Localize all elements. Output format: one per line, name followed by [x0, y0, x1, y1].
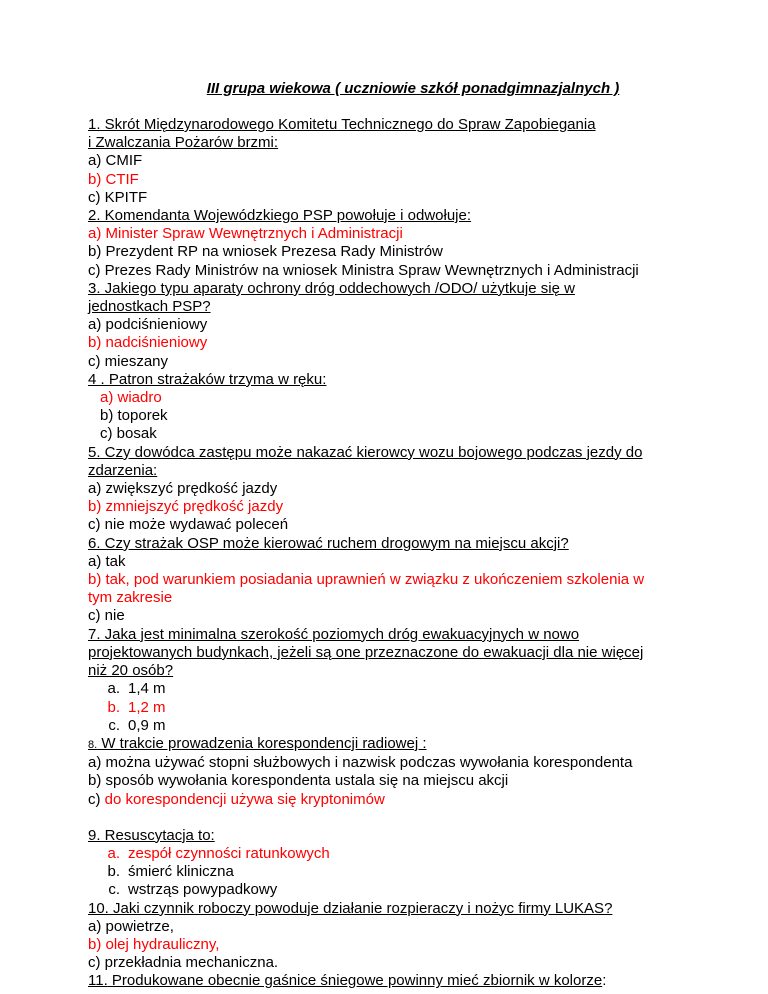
answer-a: a) można używać stopni służbowych i nazwisk podczas wywołania korespondenta — [88, 754, 633, 772]
answer-c — [88, 881, 738, 899]
answer-a: a) tak — [88, 552, 126, 570]
list-marker: b. — [107, 698, 120, 716]
answer-b — [88, 863, 738, 881]
answer-c-correct — [88, 791, 738, 809]
question-1 — [88, 116, 738, 207]
question-text — [88, 735, 738, 754]
list-marker: a. — [107, 680, 120, 698]
answer-b-correct: b) tak, pod warunkiem posiadania uprawnień w związku z ukończeniem szkolenia w — [88, 571, 645, 589]
question-text: 9. Resuscytacja to: — [88, 826, 215, 844]
answer-prefix: c) — [88, 790, 101, 808]
answer-b: b) toporek — [100, 407, 168, 425]
question-text: 5. Czy dowódca zastępu może nakazać kierowcy wozu bojowego podczas jezdy do — [88, 443, 643, 461]
question-6 — [88, 535, 738, 626]
answer-c: c) Prezes Rady Ministrów na wniosek Ministra Spraw Wewnętrznych i Administracji — [88, 261, 639, 279]
question-2 — [88, 207, 738, 280]
question-text: 3. Jakiego typu aparaty ochrony dróg oddechowych /ODO/ użytkuje się w — [88, 279, 575, 297]
answer-c: c) bosak — [100, 425, 157, 443]
answer-text: śmierć kliniczna — [128, 863, 234, 881]
answer-b-correct: b) olej hydrauliczny, — [88, 935, 220, 953]
answer-b-correct: b) CTIF — [88, 170, 139, 188]
question-text: i Zwalczania Pożarów brzmi: — [88, 134, 279, 152]
answer-b-correct-continued: tym zakresie — [88, 589, 173, 607]
answer-a: a) powietrze, — [88, 917, 174, 935]
list-marker: c. — [108, 716, 120, 734]
answer-b-correct — [88, 699, 738, 717]
question-body: Jaki czynnik roboczy powoduje działanie rozpieraczy i nożyc firmy LUKAS? — [108, 899, 613, 917]
question-text: 7. Jaka jest minimalna szerokość poziomych dróg ewakuacyjnych w nowo — [88, 625, 580, 643]
answer-text: do korespondencji używa się kryptonimów — [100, 790, 385, 808]
answer-c: c) przekładnia mechaniczna. — [88, 954, 279, 972]
question-text — [88, 900, 738, 918]
answer-text: wstrząs powypadkowy — [128, 881, 278, 899]
question-8 — [88, 735, 738, 809]
answer-c: c) mieszany — [88, 352, 169, 370]
question-10 — [88, 900, 738, 973]
answer-a: a) zwiększyć prędkość jazdy — [88, 480, 278, 498]
answer-text: 1,2 m — [128, 698, 166, 716]
answer-c — [88, 717, 738, 735]
answer-b-correct: b) zmniejszyć prędkość jazdy — [88, 498, 284, 516]
spacer — [88, 809, 738, 827]
answer-text: zespół czynności ratunkowych — [128, 844, 330, 862]
question-text: jednostkach PSP? — [88, 298, 211, 316]
question-body: W trakcie prowadzenia korespondencji radiowej : — [97, 734, 427, 752]
answer-a-correct — [88, 845, 738, 863]
list-marker: b. — [107, 863, 120, 881]
list-marker: c. — [108, 881, 120, 899]
question-colon: : — [602, 972, 607, 990]
question-9 — [88, 827, 738, 900]
list-marker: a. — [107, 844, 120, 862]
question-text: niż 20 osób? — [88, 662, 174, 680]
answer-a: a) CMIF — [88, 152, 143, 170]
answer-text: 1,4 m — [128, 680, 166, 698]
question-7 — [88, 626, 738, 735]
answer-b-correct: b) nadciśnieniowy — [88, 334, 208, 352]
question-text: 1. Skrót Międzynarodowego Komitetu Technicznego do Spraw Zapobiegania — [88, 116, 596, 133]
question-text: 6. Czy strażak OSP może kierować ruchem drogowym na miejscu akcji? — [88, 534, 569, 552]
document-page — [88, 80, 738, 991]
question-text: 2. Komendanta Wojewódzkiego PSP powołuje i odwołuje: — [88, 207, 472, 225]
answer-c: c) nie — [88, 607, 125, 625]
answer-b: b) sposób wywołania korespondenta ustala się na miejscu akcji — [88, 772, 509, 790]
answer-a: a) podciśnieniowy — [88, 316, 208, 334]
question-5 — [88, 444, 738, 535]
answer-c: c) nie może wydawać poleceń — [88, 516, 289, 534]
question-number: 11. — [88, 972, 108, 990]
answer-a — [88, 680, 738, 698]
document-title: III grupa wiekowa ( uczniowie szkół ponadgimnazjalnych ) — [206, 80, 620, 97]
question-text — [88, 972, 738, 990]
question-text: zdarzenia: — [88, 461, 158, 479]
question-body: Produkowane obecnie gaśnice śniegowe powinny mieć zbiornik w kolorze — [107, 972, 603, 990]
question-number: 8. — [88, 738, 98, 751]
question-11 — [88, 972, 738, 990]
answer-text: 0,9 m — [128, 716, 166, 734]
question-text: 4 . Patron strażaków trzyma w ręku: — [88, 370, 327, 388]
question-number: 10. — [88, 899, 109, 917]
answer-c: c) KPITF — [88, 188, 148, 206]
answer-b: b) Prezydent RP na wniosek Prezesa Rady Ministrów — [88, 243, 443, 261]
answer-a-correct: a) wiadro — [100, 389, 162, 407]
question-3 — [88, 280, 738, 371]
question-4 — [88, 371, 738, 444]
answer-a-correct: a) Minister Spraw Wewnętrznych i Administracji — [88, 225, 403, 243]
question-text: projektowanych budynkach, jeżeli są one przeznaczone do ewakuacji dla nie więcej — [88, 643, 644, 661]
